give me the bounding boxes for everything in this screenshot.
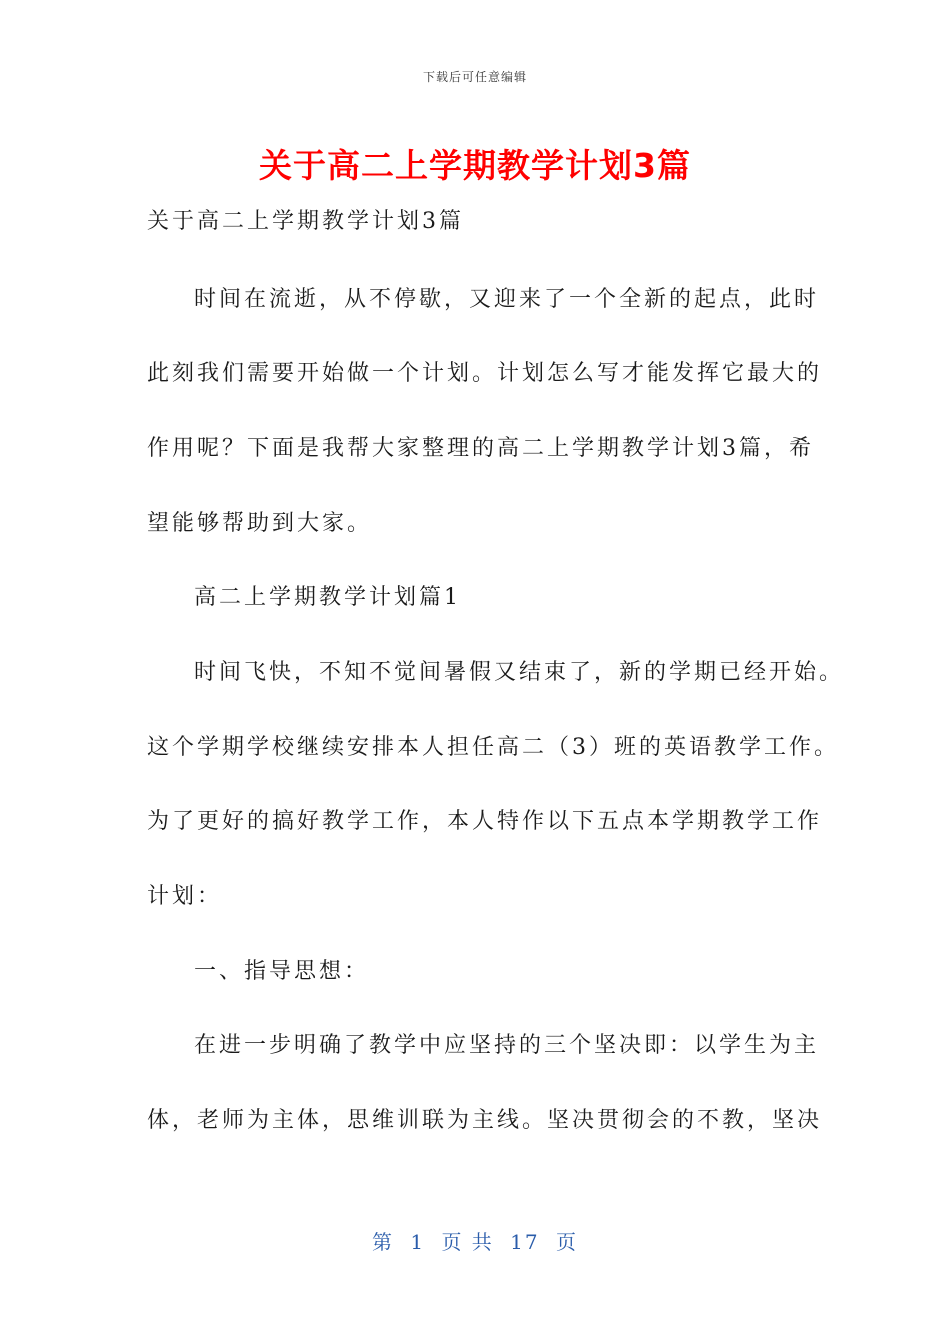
- footer-total-pages: 17: [510, 1230, 540, 1254]
- subtitle-line: 关于高二上学期教学计划3篇: [147, 209, 464, 234]
- footer-suffix: 页: [555, 1230, 578, 1254]
- footer-prefix: 第: [372, 1230, 394, 1254]
- footer-page-number: 1: [410, 1230, 426, 1254]
- document-title: 关于高二上学期教学计划3篇: [259, 146, 691, 185]
- paragraph-line: 这个学期学校继续安排本人担任高二（3）班的英语教学工作。: [147, 735, 839, 760]
- paragraph-line: 计划：: [147, 884, 223, 909]
- paragraph-line: 时间飞快，不知不觉间暑假又结束了，新的学期已经开始。: [194, 660, 845, 685]
- footer-middle: 页 共: [441, 1230, 494, 1254]
- page-footer: [0, 1226, 950, 1255]
- paragraph-line: 此刻我们需要开始做一个计划。计划怎么写才能发挥它最大的: [147, 361, 823, 386]
- paragraph-line: 望能够帮助到大家。: [147, 511, 373, 536]
- paragraph-line: 时间在流逝，从不停歇，又迎来了一个全新的起点，此时: [194, 287, 820, 312]
- section-heading: 高二上学期教学计划篇1: [194, 585, 461, 610]
- paragraph-line: 作用呢？下面是我帮大家整理的高二上学期教学计划3篇，希: [147, 436, 814, 461]
- subsection-heading: 一、指导思想：: [194, 959, 370, 984]
- paragraph-line: 体，老师为主体，思维训联为主线。坚决贯彻会的不教，坚决: [147, 1108, 823, 1133]
- paragraph-line: 为了更好的搞好教学工作，本人特作以下五点本学期教学工作: [147, 809, 823, 834]
- paragraph-line: 在进一步明确了教学中应坚持的三个坚决即：以学生为主: [194, 1033, 820, 1058]
- header-note: 下载后可任意编辑: [422, 70, 527, 84]
